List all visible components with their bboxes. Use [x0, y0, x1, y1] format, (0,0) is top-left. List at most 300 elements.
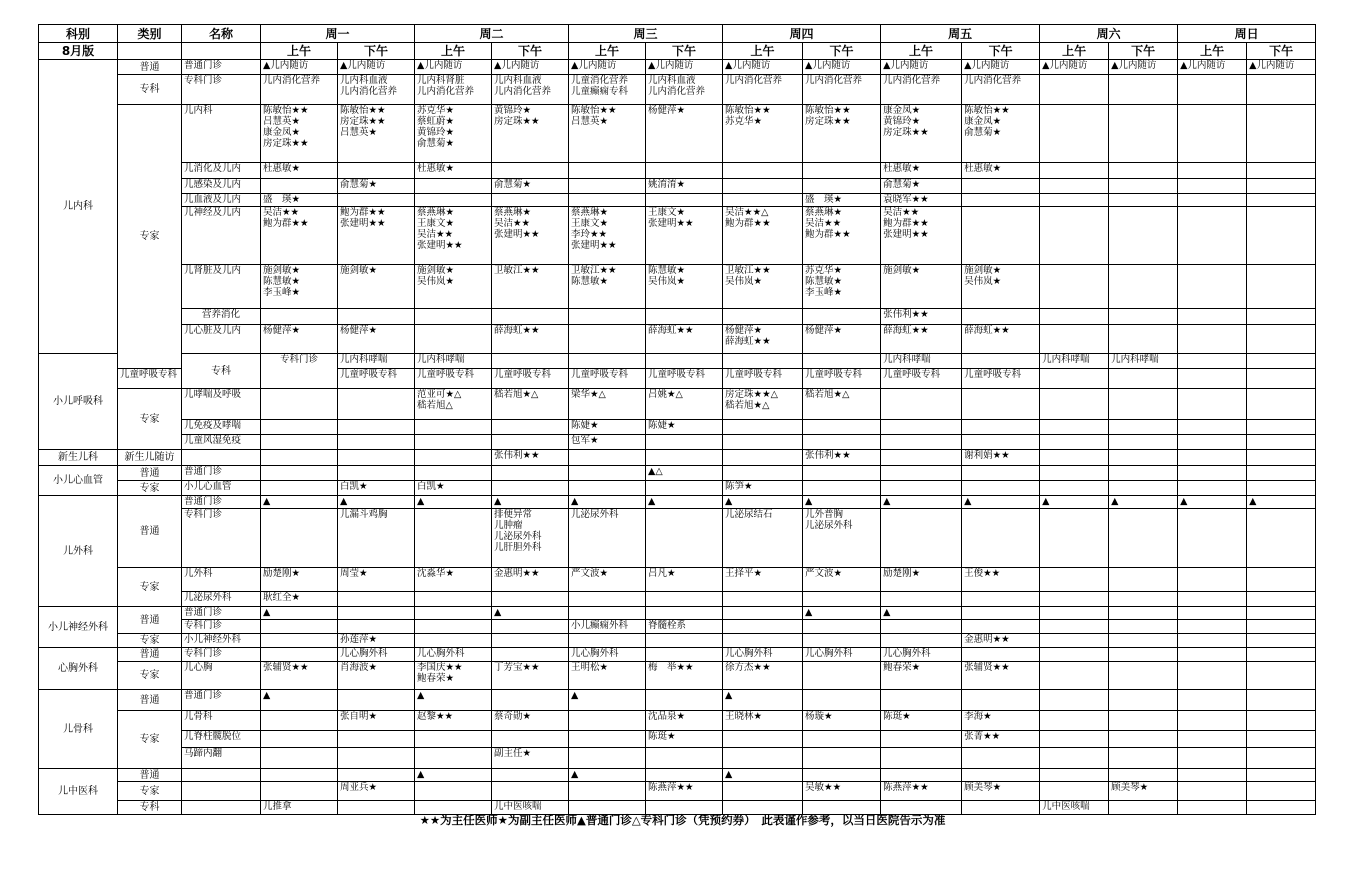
category-cell: 专家 — [118, 481, 182, 496]
session-cell — [1040, 481, 1109, 496]
session-cell — [261, 435, 338, 450]
session-cell — [1040, 634, 1109, 648]
doctor-entry: 徐方杰★★ — [725, 662, 771, 673]
doctor-entry: ▲儿内随访 — [263, 60, 309, 71]
session-cell — [1247, 769, 1316, 782]
session-cell — [1178, 60, 1247, 75]
session-cell — [415, 420, 492, 435]
session-cell — [723, 450, 803, 466]
session-cell — [962, 496, 1040, 509]
session-cell — [803, 389, 881, 420]
doctor-entry: ▲儿内随访 — [964, 60, 1010, 71]
doctor-entry: 儿内科哮喘 — [883, 354, 931, 365]
doctor-entry: 吕慧英★ — [263, 116, 301, 127]
doctor-entry: ▲儿内随访 — [648, 60, 694, 71]
session-cell — [1109, 450, 1178, 466]
doctor-entry: 陈珽★ — [883, 711, 911, 722]
doctor-entry: ▲ — [805, 496, 813, 507]
session-cell — [803, 325, 881, 354]
session-cell — [881, 769, 962, 782]
session-cell — [261, 163, 338, 179]
session-cell — [338, 607, 415, 620]
session-cell — [1247, 711, 1316, 731]
doctor-entry: ▲ — [417, 769, 425, 780]
doctor-entry: 蔡虹蔚★ — [417, 116, 455, 127]
session-cell — [723, 769, 803, 782]
doctor-entry: 鲍为群★★ — [263, 218, 309, 229]
session-cell — [338, 711, 415, 731]
schedule-row — [39, 568, 1316, 592]
session-cell — [1247, 420, 1316, 435]
session-cell — [1040, 420, 1109, 435]
doctor-entry: 白凯★ — [417, 481, 445, 492]
department-cell: 心胸外科 — [39, 648, 118, 690]
session-cell — [1040, 748, 1109, 769]
session-cell — [492, 325, 569, 354]
session-cell — [1040, 690, 1109, 711]
session-cell — [415, 496, 492, 509]
session-cell — [1040, 496, 1109, 509]
header-am: 上午 — [415, 43, 492, 60]
schedule-row — [39, 634, 1316, 648]
doctor-entry: 肖海波★ — [340, 662, 378, 673]
session-cell — [962, 690, 1040, 711]
session-cell — [881, 435, 962, 450]
doctor-entry: 儿内科血液 — [340, 75, 388, 86]
session-cell — [1109, 60, 1178, 75]
session-cell — [803, 662, 881, 690]
clinic-name-cell: 小儿心血管 — [182, 481, 261, 496]
session-cell — [1178, 354, 1247, 369]
doctor-entry: 李玉峰★ — [263, 287, 301, 298]
doctor-entry: 吴洁★★ — [805, 218, 842, 229]
session-cell — [569, 194, 646, 207]
session-cell — [1247, 369, 1316, 389]
session-cell — [1109, 105, 1178, 163]
session-cell — [415, 309, 492, 325]
category-cell: 新生儿随访 — [118, 450, 182, 466]
doctor-entry: 儿推拿 — [263, 801, 292, 812]
session-cell — [569, 731, 646, 748]
doctor-entry: 卫敏江★★ — [571, 265, 617, 276]
doctor-entry: 儿内消化营养 — [648, 86, 706, 97]
session-cell — [1109, 607, 1178, 620]
session-cell — [1178, 420, 1247, 435]
clinic-name-cell — [182, 782, 261, 801]
session-cell — [1109, 648, 1178, 662]
session-cell — [962, 75, 1040, 105]
doctor-entry: 姚淯淯★ — [648, 179, 686, 190]
doctor-entry: 嵇若旭★△ — [805, 389, 850, 400]
doctor-entry: 房定珠★★ — [805, 116, 851, 127]
schedule-row — [39, 496, 1316, 509]
session-cell — [1109, 690, 1178, 711]
schedule-row — [39, 648, 1316, 662]
session-cell — [646, 620, 723, 634]
session-cell — [1247, 690, 1316, 711]
doctor-entry: 儿内科肾脏 — [417, 75, 465, 86]
doctor-entry: 施剑敏★ — [417, 265, 455, 276]
session-cell — [415, 450, 492, 466]
doctor-entry: ▲ — [725, 496, 733, 507]
session-cell — [1109, 769, 1178, 782]
session-cell — [415, 711, 492, 731]
session-cell — [261, 389, 338, 420]
session-cell — [338, 194, 415, 207]
doctor-entry: 沈淼华★ — [417, 568, 455, 579]
session-cell — [1109, 207, 1178, 265]
session-cell — [646, 60, 723, 75]
session-cell — [415, 782, 492, 801]
doctor-entry: 儿泌尿外科 — [571, 509, 619, 520]
doctor-entry: ▲ — [494, 607, 502, 618]
session-cell — [569, 662, 646, 690]
session-cell — [569, 481, 646, 496]
session-cell — [492, 607, 569, 620]
session-cell — [569, 265, 646, 309]
schedule-row — [39, 748, 1316, 769]
doctor-entry: 金惠明★★ — [964, 634, 1010, 645]
doctor-entry: 儿外普胸 — [805, 509, 844, 520]
header-blank — [118, 43, 182, 60]
schedule-row — [39, 509, 1316, 568]
session-cell — [338, 420, 415, 435]
session-cell — [569, 369, 646, 389]
doctor-entry: 儿内科哮喘 — [1111, 354, 1159, 365]
session-cell — [803, 481, 881, 496]
doctor-entry: 盛 瑛★ — [263, 194, 301, 205]
doctor-entry: 儿童呼吸专科 — [883, 369, 941, 380]
session-cell — [723, 435, 803, 450]
doctor-entry: 儿童呼吸专科 — [648, 369, 706, 380]
doctor-entry: 盛 瑛★ — [805, 194, 843, 205]
session-cell — [962, 309, 1040, 325]
doctor-entry: 施剑敏★ — [263, 265, 301, 276]
session-cell — [803, 620, 881, 634]
session-cell — [569, 711, 646, 731]
doctor-entry: 张伟利★★ — [883, 309, 929, 320]
session-cell — [415, 648, 492, 662]
doctor-entry: 鲍为群★★ — [725, 218, 771, 229]
session-cell — [881, 163, 962, 179]
doctor-entry: 卫敏江★★ — [494, 265, 540, 276]
doctor-entry: 陈敏怡★★ — [964, 105, 1010, 116]
doctor-entry: ▲△ — [648, 466, 663, 477]
session-cell — [492, 509, 569, 568]
category-cell: 普通 — [118, 690, 182, 711]
doctor-entry: 俞慧菊★ — [340, 179, 378, 190]
doctor-entry: 励楚刚★ — [883, 568, 921, 579]
session-cell — [723, 325, 803, 354]
session-cell — [803, 369, 881, 389]
doctor-entry: 励楚刚★ — [263, 568, 301, 579]
session-cell — [1178, 648, 1247, 662]
doctor-entry: 王康文★ — [417, 218, 455, 229]
session-cell — [1178, 179, 1247, 194]
doctor-entry: 蔡燕琳★ — [494, 207, 532, 218]
session-cell — [1178, 748, 1247, 769]
doctor-entry: 吴洁★★ — [883, 207, 920, 218]
doctor-entry: 嵇若旭★△ — [725, 400, 770, 411]
schedule-row — [39, 466, 1316, 481]
session-cell — [1178, 711, 1247, 731]
doctor-entry: 儿童呼吸专科 — [120, 369, 178, 380]
session-cell — [646, 466, 723, 481]
doctor-entry: 康金凤★ — [964, 116, 1002, 127]
session-cell — [1178, 592, 1247, 607]
session-cell — [569, 690, 646, 711]
session-cell — [646, 634, 723, 648]
doctor-entry: 儿内科哮喘 — [417, 354, 465, 365]
session-cell — [261, 207, 338, 265]
header-am: 上午 — [569, 43, 646, 60]
doctor-entry: 陈慧敏★ — [648, 265, 686, 276]
session-cell — [492, 354, 569, 369]
session-cell — [723, 711, 803, 731]
schedule-row — [39, 194, 1316, 207]
session-cell — [1109, 163, 1178, 179]
doctor-entry: ▲儿内随访 — [417, 60, 463, 71]
doctor-entry: ▲ — [725, 690, 733, 701]
session-cell — [803, 509, 881, 568]
session-cell — [1109, 782, 1178, 801]
session-cell — [1178, 163, 1247, 179]
session-cell — [415, 194, 492, 207]
doctor-entry: 谢利娟★★ — [964, 450, 1010, 461]
session-cell — [1247, 466, 1316, 481]
session-cell — [1109, 75, 1178, 105]
session-cell — [569, 179, 646, 194]
session-cell — [962, 354, 1040, 369]
session-cell — [492, 179, 569, 194]
session-cell — [338, 782, 415, 801]
doctor-entry: 周莹★ — [340, 568, 368, 579]
category-cell: 普通 — [118, 648, 182, 662]
session-cell — [1040, 782, 1109, 801]
session-cell — [881, 496, 962, 509]
doctor-entry: 卫敏江★★ — [725, 265, 771, 276]
doctor-entry: 吕慧英★ — [571, 116, 609, 127]
doctor-entry: 顾美琴★ — [1111, 782, 1149, 793]
session-cell — [1247, 731, 1316, 748]
session-cell — [723, 568, 803, 592]
doctor-entry: ▲儿内随访 — [883, 60, 929, 71]
session-cell — [881, 620, 962, 634]
session-cell — [1109, 389, 1178, 420]
session-cell — [261, 194, 338, 207]
clinic-name-cell: 小儿神经外科 — [182, 634, 261, 648]
session-cell — [492, 369, 569, 389]
doctor-entry: 张辅贤★★ — [964, 662, 1010, 673]
category-cell: 普通 — [118, 496, 182, 568]
schedule-row — [39, 435, 1316, 450]
session-cell — [881, 265, 962, 309]
schedule-row — [39, 662, 1316, 690]
session-cell — [338, 568, 415, 592]
clinic-name-cell: 普通门诊 — [182, 466, 261, 481]
doctor-entry: 苏克华★ — [417, 105, 455, 116]
doctor-entry: 范亚可★△ — [417, 389, 462, 400]
session-cell — [118, 369, 182, 389]
session-cell — [881, 662, 962, 690]
header-pm: 下午 — [1109, 43, 1178, 60]
clinic-name-cell: 儿内科 — [182, 105, 261, 163]
session-cell — [492, 481, 569, 496]
doctor-entry: 张建明★★ — [883, 229, 929, 240]
session-cell — [569, 748, 646, 769]
session-cell — [723, 369, 803, 389]
session-cell — [492, 568, 569, 592]
session-cell — [1178, 568, 1247, 592]
session-cell — [261, 265, 338, 309]
clinic-schedule-table — [38, 24, 1316, 815]
session-cell — [338, 435, 415, 450]
doctor-entry: 薛海虹★★ — [648, 325, 694, 336]
doctor-entry: 黄锦玲★ — [417, 127, 455, 138]
session-cell — [881, 731, 962, 748]
session-cell — [338, 481, 415, 496]
session-cell — [803, 194, 881, 207]
doctor-entry: 儿心胸外科 — [805, 648, 853, 659]
category-cell: 专家 — [118, 782, 182, 801]
session-cell — [1247, 620, 1316, 634]
doctor-entry: 李玉峰★ — [805, 287, 843, 298]
session-cell — [415, 163, 492, 179]
category-cell: 普通 — [118, 607, 182, 634]
header-pm: 下午 — [338, 43, 415, 60]
session-cell — [261, 309, 338, 325]
session-cell — [261, 648, 338, 662]
session-cell — [1178, 481, 1247, 496]
schedule-row — [39, 450, 1316, 466]
doctor-entry: 王俊★★ — [964, 568, 1001, 579]
doctor-entry: 王康文★ — [571, 218, 609, 229]
session-cell — [1109, 265, 1178, 309]
session-cell — [803, 634, 881, 648]
session-cell — [569, 450, 646, 466]
session-cell — [646, 420, 723, 435]
doctor-entry: 吴伟岚★ — [725, 276, 763, 287]
session-cell — [492, 620, 569, 634]
session-cell — [1040, 309, 1109, 325]
doctor-entry: 蔡燕琳★ — [805, 207, 843, 218]
session-cell — [646, 690, 723, 711]
session-cell — [1178, 309, 1247, 325]
session-cell — [1109, 731, 1178, 748]
doctor-entry: 儿泌尿外科 — [494, 531, 542, 542]
session-cell — [881, 75, 962, 105]
session-cell — [1178, 731, 1247, 748]
doctor-entry: 吴伟岚★ — [417, 276, 455, 287]
clinic-name-cell: 营养消化 — [182, 309, 261, 325]
session-cell — [962, 662, 1040, 690]
doctor-entry: 王明松★ — [571, 662, 609, 673]
doctor-entry: 严文波★ — [805, 568, 843, 579]
doctor-entry: 儿内消化营养 — [340, 86, 398, 97]
doctor-entry: 杨璇★ — [805, 711, 833, 722]
session-cell — [338, 690, 415, 711]
doctor-entry: 王晓林★ — [725, 711, 763, 722]
session-cell — [723, 265, 803, 309]
clinic-name-cell — [182, 450, 261, 466]
doctor-entry: 儿童呼吸专科 — [417, 369, 475, 380]
session-cell — [1040, 509, 1109, 568]
session-cell — [1247, 75, 1316, 105]
doctor-entry: ▲ — [964, 496, 972, 507]
session-cell — [1040, 620, 1109, 634]
session-cell — [646, 309, 723, 325]
session-cell — [962, 634, 1040, 648]
doctor-entry: 杜惠敏★ — [964, 163, 1002, 174]
session-cell — [1247, 435, 1316, 450]
session-cell — [723, 496, 803, 509]
header-pm: 下午 — [962, 43, 1040, 60]
session-cell — [492, 207, 569, 265]
doctor-entry: 儿心胸外科 — [417, 648, 465, 659]
session-cell — [569, 620, 646, 634]
session-cell — [1247, 265, 1316, 309]
session-cell — [338, 163, 415, 179]
session-cell — [415, 607, 492, 620]
doctor-entry: 杨健萍★ — [263, 325, 301, 336]
session-cell — [881, 309, 962, 325]
session-cell — [338, 207, 415, 265]
doctor-entry: 儿内科血液 — [648, 75, 696, 86]
session-cell — [803, 309, 881, 325]
session-cell — [1178, 207, 1247, 265]
session-cell — [492, 592, 569, 607]
clinic-name-cell: 专科门诊 — [182, 509, 261, 568]
doctor-entry: 儿童呼吸专科 — [725, 369, 783, 380]
doctor-entry: 杨健萍★ — [648, 105, 686, 116]
session-cell — [962, 481, 1040, 496]
doctor-entry: ▲ — [571, 690, 579, 701]
session-cell — [646, 354, 723, 369]
session-cell — [803, 179, 881, 194]
session-cell — [1040, 607, 1109, 620]
doctor-entry: 吴洁★★ — [494, 218, 531, 229]
doctor-entry: 薛海虹★★ — [494, 325, 540, 336]
session-cell — [569, 782, 646, 801]
session-cell — [646, 105, 723, 163]
doctor-entry: 赵黎★★ — [417, 711, 454, 722]
session-cell — [881, 420, 962, 435]
doctor-entry: 儿内科血液 — [494, 75, 542, 86]
schedule-row — [39, 620, 1316, 634]
doctor-entry: ▲儿内随访 — [494, 60, 540, 71]
session-cell — [1247, 325, 1316, 354]
session-cell — [881, 179, 962, 194]
session-cell — [803, 748, 881, 769]
doctor-entry: 儿心胸外科 — [571, 648, 619, 659]
schedule-row — [39, 105, 1316, 163]
session-cell — [646, 389, 723, 420]
session-cell — [646, 75, 723, 105]
session-cell — [261, 607, 338, 620]
doctor-entry: 俞慧菊★ — [494, 179, 532, 190]
session-cell — [1178, 620, 1247, 634]
session-cell — [1040, 354, 1109, 369]
session-cell — [803, 731, 881, 748]
session-cell — [803, 690, 881, 711]
department-cell: 小儿心血管 — [39, 466, 118, 496]
header-am: 上午 — [723, 43, 803, 60]
session-cell — [646, 481, 723, 496]
doctor-entry: 房定珠★★ — [494, 116, 540, 127]
session-cell — [492, 662, 569, 690]
doctor-entry: 俞慧菊★ — [964, 127, 1002, 138]
doctor-entry: 施剑敏★ — [340, 265, 378, 276]
